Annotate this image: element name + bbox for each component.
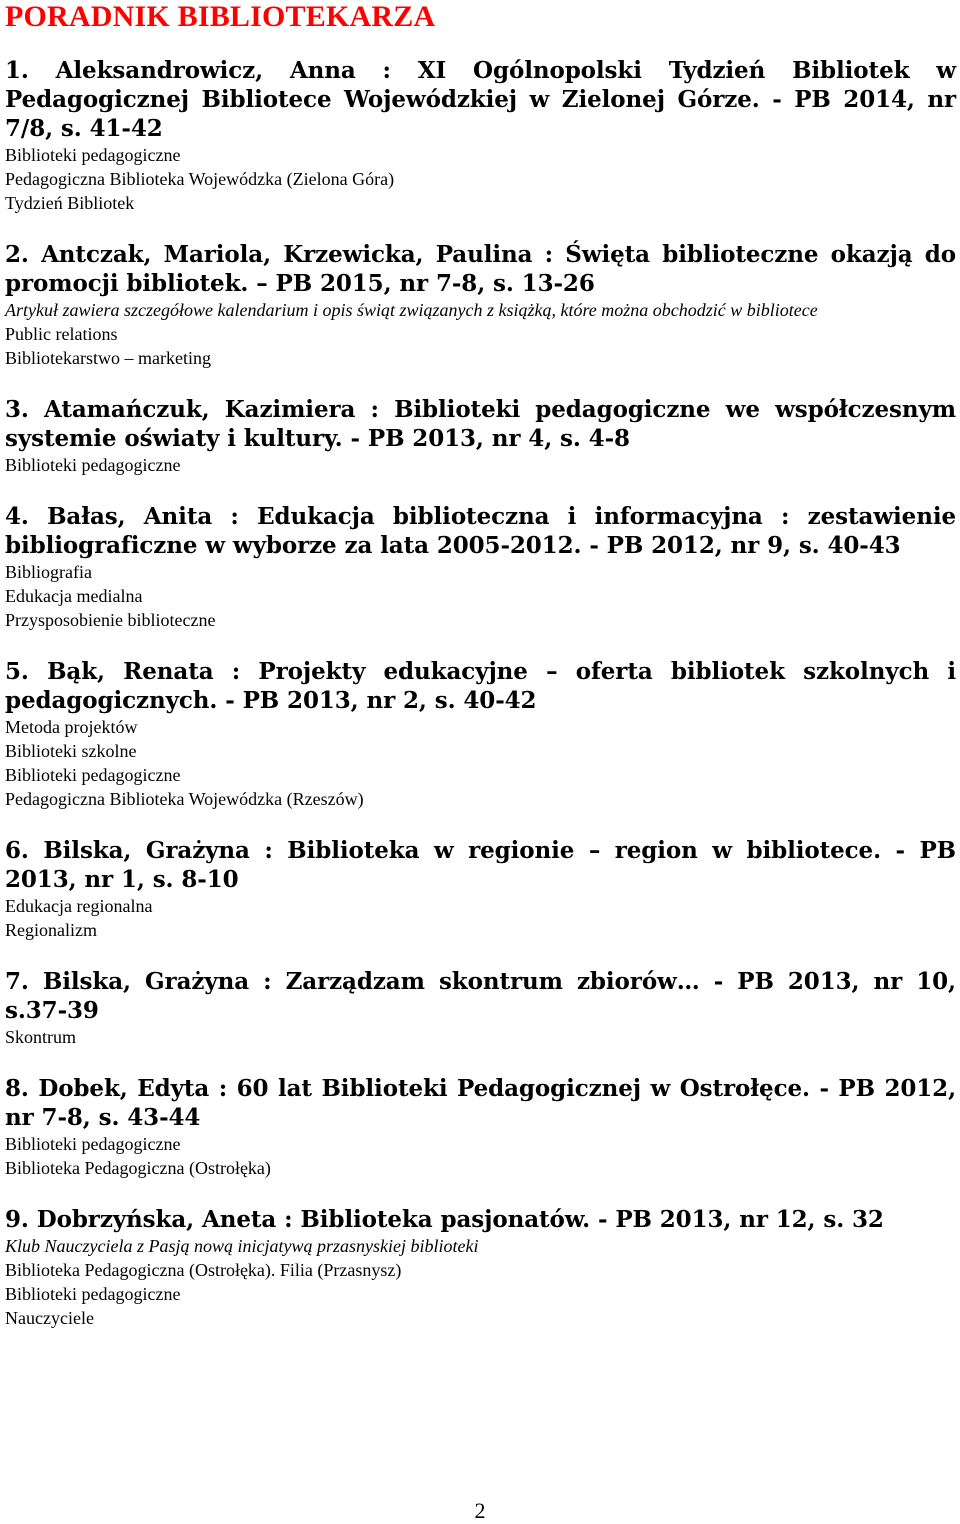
subject-keyword: Biblioteka Pedagogiczna (Ostrołęka). Filia (Przasnysz): [5, 1260, 402, 1280]
bibliography-entry: [5, 240, 956, 370]
entry-number: 8.: [5, 1075, 29, 1102]
subject-keyword: Regionalizm: [5, 920, 97, 940]
subject-keyword: Tydzień Bibliotek: [5, 193, 135, 213]
entry-source: - PB 2013, nr 12, s. 32: [590, 1206, 884, 1233]
entry-heading: [5, 395, 956, 453]
subject-keyword: Nauczyciele: [5, 1308, 94, 1328]
subject-keywords: [5, 894, 956, 942]
bibliography-entry: [5, 1205, 956, 1330]
subject-keyword: Biblioteki pedagogiczne: [5, 455, 181, 475]
entry-heading: [5, 502, 956, 560]
entry-number: 2.: [5, 241, 29, 268]
subject-keyword: Biblioteki pedagogiczne: [5, 765, 181, 785]
subject-keyword: Przysposobienie biblioteczne: [5, 610, 216, 630]
subject-keywords: [5, 322, 956, 370]
entry-title: Bałas, Anita : Edukacja biblioteczna i informacyjna : zestawienie bibliograficzne w wyborze za lata 2005-2012.: [5, 503, 956, 559]
entry-number: 4.: [5, 503, 29, 530]
bibliography-entry: [5, 836, 956, 942]
subject-keyword: Biblioteki szkolne: [5, 741, 137, 761]
entry-title: Dobek, Edyta : 60 lat Biblioteki Pedagogicznej w Ostrołęce.: [38, 1075, 810, 1102]
subject-keyword: Metoda projektów: [5, 717, 138, 737]
entry-number: 6.: [5, 837, 29, 864]
bibliography-entry: [5, 502, 956, 632]
subject-keywords: [5, 715, 956, 811]
bibliography-entry: [5, 1074, 956, 1180]
subject-keyword: Pedagogiczna Biblioteka Wojewódzka (Zielona Góra): [5, 169, 395, 189]
entry-source: - PB 2013, nr 10, s.37-39: [5, 968, 956, 1024]
subject-keyword: Biblioteki pedagogiczne: [5, 1284, 181, 1304]
entry-source: - PB 2012, nr 9, s. 40-43: [581, 532, 901, 559]
entry-title: Bilska, Grażyna : Biblioteka w regionie – region w bibliotece.: [43, 837, 882, 864]
entry-heading: [5, 240, 956, 298]
page-title: PORADNIK BIBLIOTEKARZA: [5, 0, 436, 33]
entry-heading: [5, 1205, 956, 1234]
entry-annotation: Klub Nauczyciela z Pasją nową inicjatywą przasnyskiej biblioteki: [5, 1236, 479, 1256]
page-number: 2: [474, 1498, 486, 1523]
subject-keywords: [5, 560, 956, 632]
entry-number: 9.: [5, 1206, 29, 1233]
subject-keyword: Edukacja medialna: [5, 586, 143, 606]
subject-keyword: Edukacja regionalna: [5, 896, 153, 916]
subject-keyword: Pedagogiczna Biblioteka Wojewódzka (Rzeszów): [5, 789, 364, 809]
entry-title: Aleksandrowicz, Anna : XI Ogólnopolski Tydzień Bibliotek w Pedagogicznej Bibliotece Wojewódzkiej w Zielonej Górze.: [5, 57, 956, 113]
entry-annotation: Artykuł zawiera szczegółowe kalendarium i opis świąt związanych z książką, które można obchodzić w bibliotece: [5, 300, 818, 320]
bibliography-entry: [5, 395, 956, 477]
subject-keyword: Biblioteki pedagogiczne: [5, 145, 181, 165]
entry-number: 5.: [5, 658, 29, 685]
subject-keywords: [5, 453, 956, 477]
entry-source: – PB 2015, nr 7-8, s. 13-26: [248, 270, 595, 297]
entry-title: Dobrzyńska, Aneta : Biblioteka pasjonatów.: [36, 1206, 591, 1233]
entry-title: Atamańczuk, Kazimiera : Biblioteki pedagogiczne we współczesnym systemie oświaty i kultury.: [5, 396, 956, 452]
entry-source: - PB 2014, nr 7/8, s. 41-42: [5, 86, 956, 142]
subject-keyword: Bibliotekarstwo – marketing: [5, 348, 211, 368]
entry-heading: [5, 657, 956, 715]
entry-title: Bąk, Renata : Projekty edukacyjne – oferta bibliotek szkolnych i pedagogicznych.: [5, 658, 956, 714]
entry-number: 1.: [5, 57, 29, 84]
subject-keywords: [5, 1132, 956, 1180]
subject-keywords: [5, 1025, 956, 1049]
bibliography-entry: [5, 657, 956, 811]
subject-keyword: Public relations: [5, 324, 118, 344]
entry-heading: [5, 1074, 956, 1132]
entry-source: - PB 2013, nr 4, s. 4-8: [342, 425, 630, 452]
entry-heading: [5, 56, 956, 143]
subject-keywords: [5, 1258, 956, 1330]
bibliography-entry: [5, 56, 956, 215]
subject-keyword: Bibliografia: [5, 562, 92, 582]
bibliography-entry: [5, 967, 956, 1049]
entry-title: Antczak, Mariola, Krzewicka, Paulina : Święta biblioteczne okazją do promocji bibliotek.: [5, 241, 956, 297]
entry-heading: [5, 967, 956, 1025]
entry-source: - PB 2013, nr 2, s. 40-42: [217, 687, 537, 714]
entry-heading: [5, 836, 956, 894]
subject-keyword: Biblioteki pedagogiczne: [5, 1134, 181, 1154]
bibliography-list: [5, 56, 956, 1330]
entry-source: - PB 2012, nr 7-8, s. 43-44: [5, 1075, 956, 1131]
subject-keyword: Biblioteka Pedagogiczna (Ostrołęka): [5, 1158, 271, 1178]
entry-number: 7.: [5, 968, 29, 995]
entry-source: - PB 2013, nr 1, s. 8-10: [5, 837, 957, 893]
subject-keyword: Skontrum: [5, 1027, 77, 1047]
document-page: [5, 0, 956, 1355]
entry-number: 3.: [5, 396, 29, 423]
entry-title: Bilska, Grażyna : Zarządzam skontrum zbiorów…: [42, 968, 700, 995]
subject-keywords: [5, 143, 956, 215]
